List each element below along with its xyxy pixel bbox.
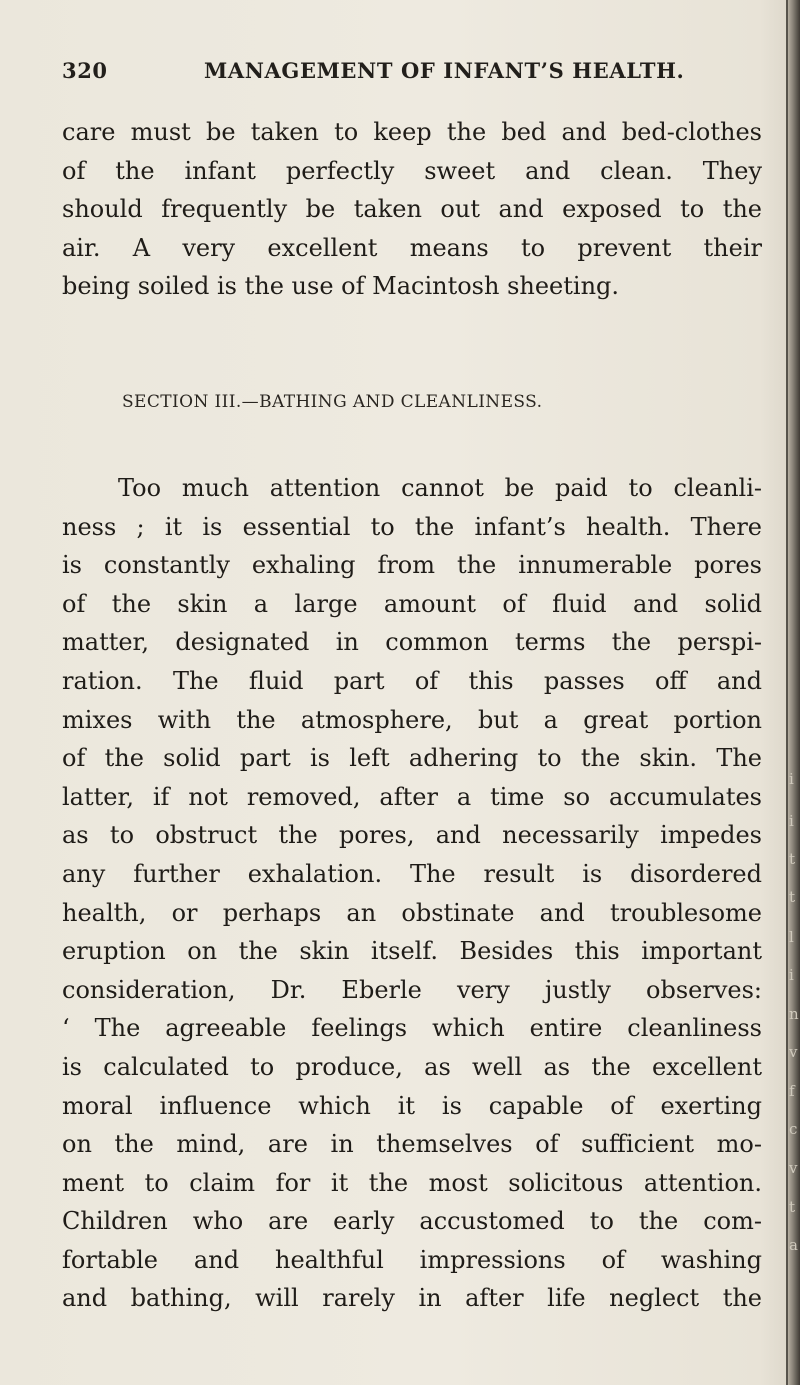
text-line: on the mind, are in themselves of sufficient mo-: [62, 1130, 762, 1159]
section-heading: SECTION III.—BATHING AND CLEANLINESS.: [122, 392, 543, 412]
text-line: should frequently be taken out and exposed to the: [62, 195, 762, 224]
page-number: 320: [62, 58, 108, 83]
text-line: Children who are early accustomed to the com-: [62, 1207, 762, 1236]
text-line: air. A very excellent means to prevent their: [62, 233, 762, 262]
facing-page-fragment: c: [789, 1120, 798, 1138]
facing-page-fragment: t: [789, 850, 796, 868]
paragraph-cleanliness: [62, 469, 762, 1318]
text-line: ‘ The agreeable feelings which entire cleanliness: [62, 1014, 762, 1043]
text-line: care must be taken to keep the bed and bed-clothes: [62, 118, 762, 146]
text-line: ness ; it is essential to the infant’s health. There: [62, 512, 762, 541]
page-gutter-edge: [786, 0, 788, 1385]
text-line: any further exhalation. The result is disordered: [62, 859, 762, 888]
running-head: [62, 58, 762, 92]
text-line: eruption on the skin itself. Besides this important: [62, 937, 762, 966]
page-gutter-shadow: [786, 0, 800, 1385]
text-line: is calculated to produce, as well as the excellent: [62, 1052, 762, 1081]
text-line: being soiled is the use of Macintosh sheeting.: [62, 272, 620, 301]
facing-page-fragment: v: [789, 1159, 798, 1177]
text-line: ration. The fluid part of this passes off and: [62, 666, 762, 695]
text-line: health, or perhaps an obstinate and troublesome: [62, 898, 762, 927]
text-line: Too much attention cannot be paid to cleanli-: [118, 474, 762, 502]
facing-page-fragment: i: [789, 966, 794, 984]
facing-page-fragment: n: [789, 1005, 799, 1023]
text-line: and bathing, will rarely in after life neglect the: [62, 1284, 762, 1313]
running-head-title: MANAGEMENT OF INFANT’S HEALTH.: [204, 58, 685, 83]
text-line: fortable and healthful impressions of washing: [62, 1245, 762, 1274]
paragraph-bed-clothes: [62, 113, 762, 306]
text-line: matter, designated in common terms the perspi-: [62, 628, 762, 657]
facing-page-fragment: t: [789, 1198, 796, 1216]
text-line: as to obstruct the pores, and necessarily impedes: [62, 821, 762, 850]
text-line: latter, if not removed, after a time so accumulates: [62, 782, 762, 811]
text-line: is constantly exhaling from the innumerable pores: [62, 551, 762, 580]
text-line: of the infant perfectly sweet and clean. They: [62, 156, 762, 185]
text-line: of the skin a large amount of fluid and solid: [62, 589, 762, 618]
text-line: of the solid part is left adhering to the skin. The: [62, 744, 762, 773]
facing-page-fragment: f: [789, 1082, 795, 1100]
text-line: moral influence which it is capable of exerting: [62, 1091, 762, 1120]
text-line: consideration, Dr. Eberle very justly observes:: [62, 975, 762, 1004]
facing-page-fragment: t: [789, 888, 796, 906]
facing-page-fragment: v: [789, 1043, 798, 1061]
facing-page-fragment: i: [789, 812, 794, 830]
facing-page-fragment: l: [789, 928, 794, 946]
text-line: ment to claim for it the most solicitous attention.: [62, 1168, 762, 1197]
facing-page-fragment: i: [789, 770, 794, 788]
text-line: mixes with the atmosphere, but a great portion: [62, 705, 762, 734]
facing-page-fragment: a: [789, 1236, 798, 1254]
